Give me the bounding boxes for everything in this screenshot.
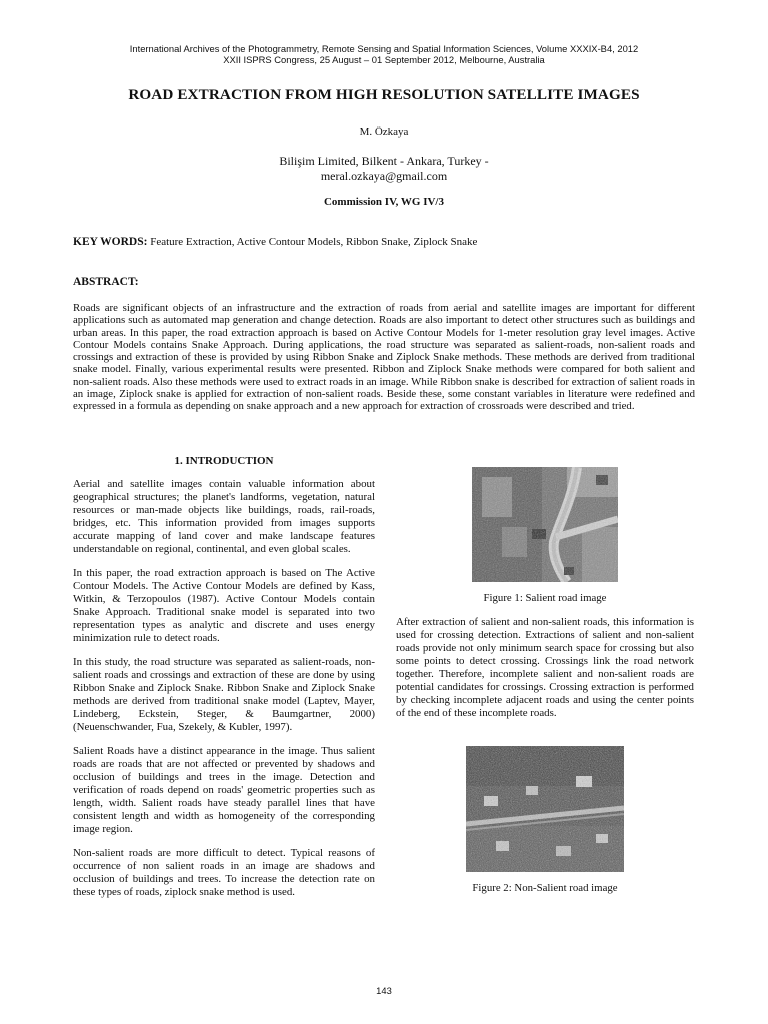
affiliation xyxy=(0,154,768,184)
keywords-label: KEY WORDS: xyxy=(73,236,148,248)
left-column xyxy=(73,478,375,910)
figure-1-caption: Figure 1: Salient road image xyxy=(483,592,607,604)
figure-2-caption: Figure 2: Non-Salient road image xyxy=(472,882,618,894)
intro-paragraph-2: In this paper, the road extraction approach is based on The Active Contour Models. The Active Contour Models are defined by Kass, Witkin, & Terzopoulos (1987). Active Contour Models contain Snake Approach. Traditional snake model is separated into two representation types as analytic and discrete and uses energy minimization rule to detect roads. xyxy=(73,567,375,644)
figure-1-image xyxy=(472,467,618,582)
figure-2-image xyxy=(466,746,624,872)
intro-paragraph-4: Salient Roads have a distinct appearance in the image. Thus salient roads are roads that are not affected or prevented by shadows and occlusion of buildings and trees in the image. Detection and verification of roads depend on roads' geometric properties such as length, width. Salient roads have steady parallel lines that have consistent length and width as homogeneity of the corresponding image region. xyxy=(73,745,375,835)
commission: Commission IV, WG IV/3 xyxy=(323,196,444,208)
affiliation-line: Bilişim Limited, Bilkent - Ankara, Turkey - xyxy=(279,154,489,168)
header-line-1: International Archives of the Photogrammetry, Remote Sensing and Spatial Information Sciences, Volume XXXIX-B4, 2012 xyxy=(129,43,639,54)
paper-title: ROAD EXTRACTION FROM HIGH RESOLUTION SATELLITE IMAGES xyxy=(128,86,640,103)
intro-paragraph-1: Aerial and satellite images contain valuable information about geographical structures; the planet's landforms, vegetation, natural resources or man-made objects like buildings, roads, rail-roads, bridges, etc. This information provided from images supports accurate mapping of land cover and make landscape features understandable on regional, continental, and even global scales. xyxy=(73,478,375,555)
running-header xyxy=(0,43,768,65)
header-line-2: XXII ISPRS Congress, 25 August – 01 September 2012, Melbourne, Australia xyxy=(223,54,545,65)
keywords xyxy=(73,236,703,248)
intro-paragraph-5: Non-salient roads are more difficult to detect. Typical reasons of occurrence of non salient roads in an image are shadows and occlusion of buildings and trees. To increase the detection rate on these types of roads, ziplock snake method is used. xyxy=(73,847,375,898)
page-number: 143 xyxy=(376,985,392,996)
right-column xyxy=(396,616,694,731)
abstract-body: Roads are significant objects of an infrastructure and the extraction of roads from aerial and satellite images are important for different applications such as automated map generation and change detection. Roads are also important to detect other structures such as buildings and urban areas. In this paper, the road extraction approach is based on Active Contour Models for 1-meter resolution gray level images. Active Contour Models contains Snake Approach. During applications, the road structure was separated as salient-roads, non-salient roads and crossings and extraction of these is provided by using Ribbon Snake and Ziplock Snake methods. These methods are derived from traditional snake model. Finally, various experimental results were presented. Ribbon and Ziplock Snake methods were compared for both salient and non-salient roads. Also these methods were used to extract roads in an image. While Ribbon snake is described for extraction of salient roads in an image, Ziplock snake is applied for extraction of non-salient roads. Beside these, some constant variables in literature were redefined and expressed in a formula as depending on snake approach and a new approach for extraction of crossroads were described and tried. xyxy=(73,302,695,413)
abstract-heading: ABSTRACT: xyxy=(73,276,139,288)
author-email: meral.ozkaya@gmail.com xyxy=(320,169,448,183)
keywords-text: Feature Extraction, Active Contour Models, Ribbon Snake, Ziplock Snake xyxy=(150,236,478,248)
author-name: M. Özkaya xyxy=(359,126,409,138)
section-heading-introduction: 1. INTRODUCTION xyxy=(174,455,274,467)
crossing-paragraph: After extraction of salient and non-salient roads, this information is used for crossing detection. Extractions of salient and non-salient roads provide not only minimum search space for crossing but also some points to detect crossing. Crossings link the road network together. Therefore, incomplete salient and non-salient roads are potential candidates for crossings. Crossing extraction is performed by checking incomplete adjacent roads and using the center points of the end of these incomplete roads. xyxy=(396,616,694,719)
intro-paragraph-3: In this study, the road structure was separated as salient-roads, non-salient roads and crossings and extraction of these are done by using Ribbon Snake and Ziplock Snake. Ribbon Snake and Ziplock Snake methods are derived from traditional snake model (Laptev, Mayer, Lindeberg, Eckstein, Steger, & Baumgartner, 2000) (Neuenschwander, Fua, Szekely, & Kubler, 1997). xyxy=(73,656,375,733)
